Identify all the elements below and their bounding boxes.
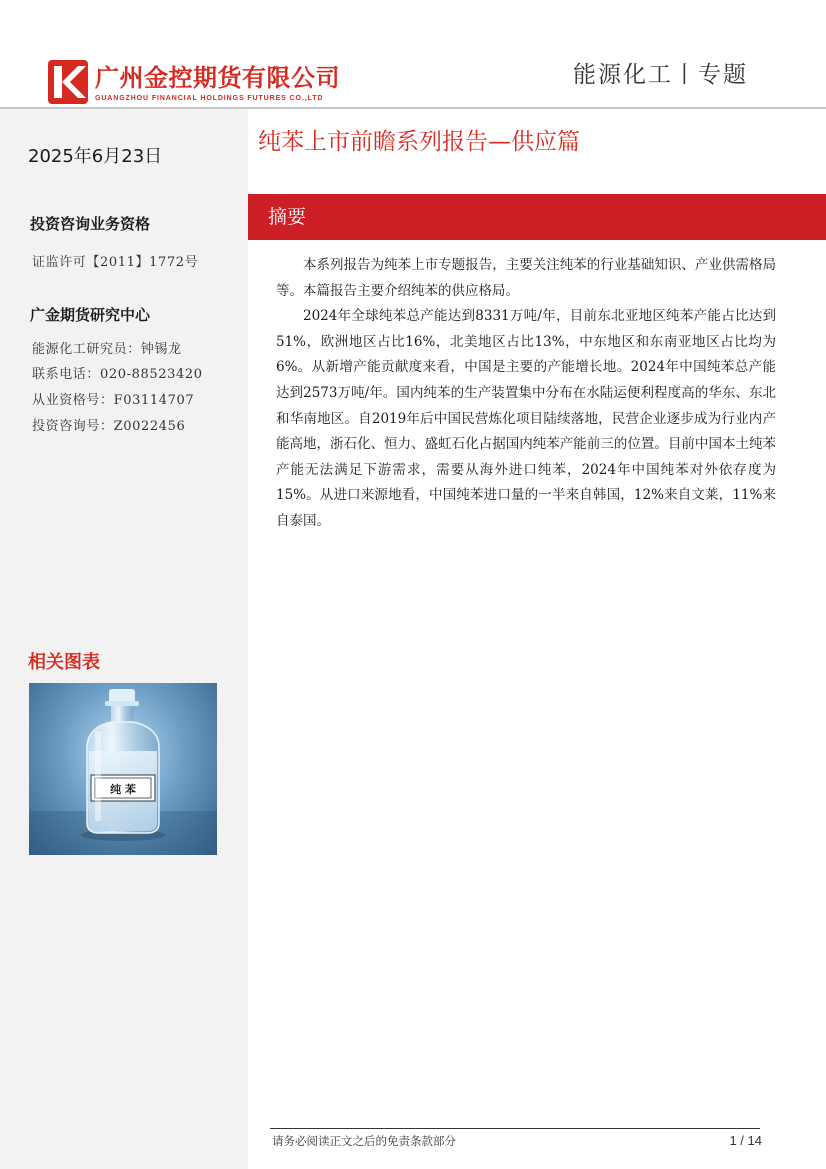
related-charts-title: 相关图表 [28,652,100,673]
company-logo-icon [48,60,88,104]
page-header [0,0,826,108]
company-name-en: GUANGZHOU FINANCIAL HOLDINGS FUTURES CO.,LTD [95,95,324,102]
footer-disclaimer: 请务必阅读正文之后的免责条款部分 [272,1134,456,1148]
company-name-cn: 广州金控期货有限公司 [95,64,340,92]
summary-paragraph: 2024年全球纯苯总产能达到8331万吨/年，目前东北亚地区纯苯产能占比达到51%，欧洲地区占比16%，北美地区占比13%，中东地区和东南亚地区占比均为6%。从新增产能贡献度来看，中国是主要的产能增长地。2024年中国纯苯总产能达到2573万吨/年。国内纯苯的生产装置集中分布在水陆运便利程度高的华东、东北和华南地区。自2019年后中国民营炼化项目陆续落地，民营企业逐步成为行业内产能高地，浙石化、恒力、盛虹石化占据国内纯苯产能前三的位置。目前中国本土纯苯产能无法满足下游需求，需要从海外进口纯苯，2024年中国纯苯对外依存度为15%。从进口来源地看，中国纯苯进口量的一半来自韩国，12%来自文莱，11%来自泰国。 [276,308,776,529]
summary-heading: 摘要 [268,206,307,228]
bottle-label-text: 纯 苯 [110,783,136,796]
summary-paragraph: 本系列报告为纯苯上市专题报告，主要关注纯苯的行业基础知识、产业供需格局等。本篇报告主要介绍纯苯的供应格局。 [276,257,776,299]
practice-number: 从业资格号：F03114707 [32,393,195,408]
page-number: 1 / 14 [729,1133,762,1148]
advisory-number: 投资咨询号：Z0022456 [32,419,186,434]
benzene-bottle-image [29,683,217,855]
section-tag: 能源化工丨专题 [573,62,748,88]
summary-body [276,253,776,535]
summary-bar [248,194,826,240]
footer-divider [270,1128,760,1129]
bottle-illustration-icon [29,683,217,855]
license-number: 证监许可【2011】1772号 [32,255,199,270]
report-title: 纯苯上市前瞻系列报告—供应篇 [258,129,580,155]
qualification-heading: 投资咨询业务资格 [30,215,151,233]
research-center-heading: 广金期货研究中心 [30,306,151,324]
report-date: 2025年6月23日 [28,146,163,167]
researcher-name: 能源化工研究员：钟锡龙 [32,342,182,357]
contact-phone: 联系电话：020-88523420 [32,367,203,382]
